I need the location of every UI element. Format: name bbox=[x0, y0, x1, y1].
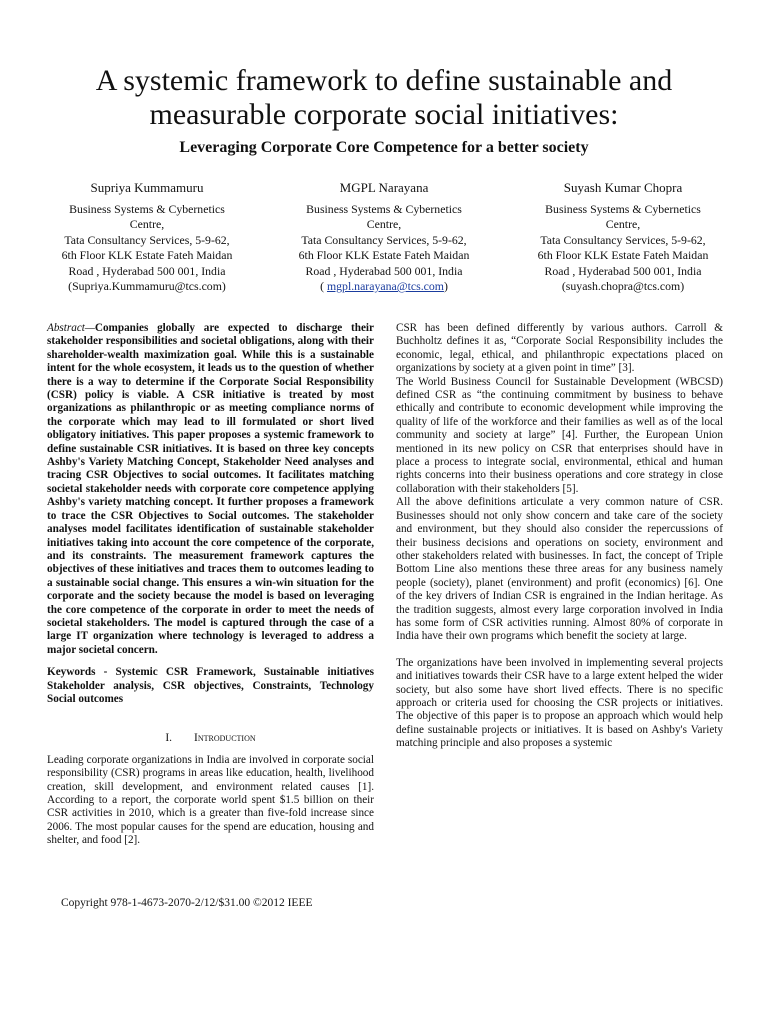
body-paragraph: All the above definitions articulate a very common nature of CSR. Businesses should not only show concern and take care of the society and environment, but they should also consider the repercussions of their business decisions and operations on society, environment and other stakeholders related with businesses. In fact, the concept of Triple Bottom Line also mentions these three areas for any business namely people (society), planet (environment) and profit (economics) [6]. One of the key drivers of Indian CSR is engrained in the Indian heritage. As the tradition suggests, almost every large corporation involved in India has some form of CSR activities running. Almost 80% of corporate in India have their own programs which benefit the society at large. bbox=[396, 496, 723, 643]
author-affiliation: Business Systems & Cybernetics bbox=[306, 201, 462, 216]
author-email: (Supriya.Kummamuru@tcs.com) bbox=[68, 279, 226, 293]
author-email-link[interactable]: mgpl.narayana@tcs.com bbox=[326, 279, 444, 293]
author-affiliation: Road , Hyderabad 500 001, India bbox=[305, 263, 463, 278]
paper-subtitle: Leveraging Corporate Core Competence for a better society bbox=[179, 139, 589, 156]
paper-title bbox=[0, 64, 768, 132]
author-email-line bbox=[279, 279, 489, 295]
author-name: Suyash Kumar Chopra bbox=[563, 180, 683, 195]
abstract-body: Companies globally are expected to discharge their stakeholder responsibilities and societal obligations, along with their shareholder-wealth maximization goal. While this is a sustainable intent for the whole ecosystem, it leads us to the question of whether there is a way to determine if the Corporate Social Responsibility (CSR) policy is viable. A CSR initiative is treated by most organizations as philanthropic or as meeting compliance norms of the corporate which may lead to ill formulated or short lived obligatory initiatives. This paper proposes a systemic framework to define sustainable CSR initiatives. It is based on three key concepts Ashby's Variety Matching Concept, Stakeholder Need analyses and tracing CSR Objectives to social outcomes. It facilitates matching societal stakeholder needs with corporate core competence applying Ashby's variety matching concept. It further proposes a framework to trace the CSR Objectives to Social outcomes. The stakeholder analyses model facilitates identification of sustainable stakeholder initiatives taking into account the core competence of the corporate, and its constraints. The measurement framework captures the objectives of these initiatives and traces them to outcomes leading to a sustainable social change. This ensures a win-win situation for the corporate and the society because the model is based on leveraging the core competence of the corporate in order to meet the needs of societal stakeholders. The model is captured through the case of a large IT organization where technology is leveraged to address a major societal concern. bbox=[47, 322, 374, 656]
left-column bbox=[47, 322, 374, 848]
author-name: MGPL Narayana bbox=[339, 180, 429, 195]
body-paragraph: CSR has been defined differently by various authors. Carroll & Buchholtz defines it as, “Corporate Social Responsibility includes the economic, legal, ethical, and philanthropic expectations placed on organizations by society at a given point in time” [3]. bbox=[396, 322, 723, 375]
intro-paragraph: Leading corporate organizations in India are involved in corporate social responsibility (CSR) programs in areas like education, health, livelihood creation, skill development, and environment related causes [1]. According to a report, the corporate world spent $1.5 billion on their CSR activities in 2010, which is a greater than five-fold increase since 2006. The most popular causes for the spend are education, housing and shelter, and food [2]. bbox=[47, 753, 374, 847]
copyright-notice: Copyright 978-1-4673-2070-2/12/$31.00 ©2012 IEEE bbox=[61, 897, 313, 909]
body-paragraph: The World Business Council for Sustainable Development (WBCSD) defined CSR as “the continuing commitment by business to behave ethically and contribute to economic development while improving the quality of life of the workforce and their families as well as of the local community and society at large” [4]. Further, the European Union mentioned in its new policy on CSR that enterprises should have in place a process to integrate social, environmental, ethical and human rights concerns into their business operations and core strategy in close collaboration with their stakeholders [5]. bbox=[396, 375, 723, 495]
author-affiliation: Tata Consultancy Services, 5-9-62, bbox=[301, 232, 467, 247]
author-affiliation: Centre, bbox=[366, 217, 402, 231]
author-affiliation: Road , Hyderabad 500 001, India bbox=[544, 263, 702, 278]
author-block-1 bbox=[42, 180, 252, 295]
body-paragraph: The organizations have been involved in implementing several projects and initiatives towards their CSR have to a large extent helped the wider society, but also some have short lived effects. There is no specific approach or criteria used for choosing the CSR projects or initiatives. The objective of this paper is to propose an approach which would help define sustainable projects or initiatives. It is based on Ashby's Variety matching principle and also proposes a systemic bbox=[396, 656, 723, 750]
author-name: Supriya Kummamuru bbox=[90, 180, 204, 195]
abstract-label: Abstract bbox=[47, 322, 85, 334]
author-affiliation: Tata Consultancy Services, 5-9-62, bbox=[540, 232, 706, 247]
abstract bbox=[47, 322, 374, 657]
keywords: Keywords - Systemic CSR Framework, Sustainable initiatives Stakeholder analysis, CSR objectives, Constraints, Technology Social outcomes bbox=[47, 666, 374, 705]
email-close-paren: ) bbox=[443, 279, 448, 293]
abstract-dash: — bbox=[84, 322, 95, 334]
author-affiliation: 6th Floor KLK Estate Fateh Maidan bbox=[298, 248, 470, 262]
section-number: I. bbox=[165, 732, 173, 745]
author-block-3 bbox=[518, 180, 728, 295]
author-email: (suyash.chopra@tcs.com) bbox=[561, 279, 685, 293]
section-title: Introduction bbox=[194, 732, 256, 745]
author-affiliation: 6th Floor KLK Estate Fateh Maidan bbox=[537, 248, 709, 262]
author-affiliation: Centre, bbox=[605, 217, 641, 231]
section-heading bbox=[47, 732, 374, 745]
right-column bbox=[396, 322, 723, 751]
email-open-paren: ( bbox=[320, 279, 327, 293]
author-affiliation: Tata Consultancy Services, 5-9-62, bbox=[64, 232, 230, 247]
author-affiliation: Centre, bbox=[129, 217, 165, 231]
author-block-2 bbox=[279, 180, 489, 295]
title-line-1: A systemic framework to define sustainable and bbox=[95, 64, 673, 97]
author-affiliation: Business Systems & Cybernetics bbox=[69, 201, 225, 216]
title-line-2: measurable corporate social initiatives: bbox=[149, 98, 619, 131]
author-affiliation: Road , Hyderabad 500 001, India bbox=[68, 263, 226, 278]
author-affiliation: 6th Floor KLK Estate Fateh Maidan bbox=[61, 248, 233, 262]
author-affiliation: Business Systems & Cybernetics bbox=[545, 201, 701, 216]
